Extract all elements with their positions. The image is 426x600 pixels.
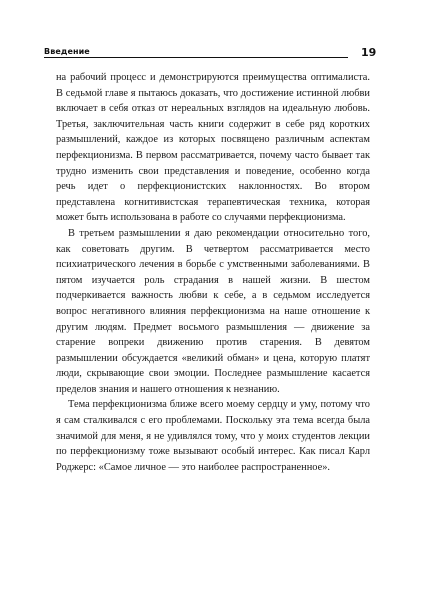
body-text [56, 70, 370, 475]
paragraph: Тема перфекционизма ближе всего моему сердцу и уму, потому что я сам сталкивался с его проблемами. Поскольку эта тема всегда была значимой для меня, я не удивлялся тому, что у моих студентов лекции по перфекционизму тоже вызывают особый интерес. Как писал Карл Роджерс: «Самое личное — это наиболее распространенное». [56, 399, 370, 473]
header-rule [44, 57, 348, 58]
paragraph: на рабочий процесс и демонстрируются преимущества оптималиста. В седьмой главе я пытаюсь доказать, что достижение истинной любви включает в себя отказ от нереальных взглядов на идеальную любовь. Третья, заключительная часть книги содержит в себе ряд коротких размышлений, каждое из которых посвящено различным аспектам перфекционизма. В первом рассматривается, почему часто бывает так трудно изменить свои представления и поведение, особенно когда речь идет о перфекционистских наклонностях. Во втором представлена когнитивистская терапевтическая техника, которая может быть использована в работе со случаями перфекционизма. [56, 72, 370, 224]
running-title: Введение [44, 47, 90, 56]
page-number: 19 [361, 46, 377, 59]
paragraph: В третьем размышлении я даю рекомендации относительно того, как советовать другим. В четвертом рассматривается место психиатрического лечения в борьбе с умственными заболеваниями. В пятом изучается роль страдания в нашей жизни. В шестом подчеркивается важность любви к себе, а в седьмом исследуется вопрос негативного влияния перфекционизма на наше отношение к другим людям. Предмет восьмого размышления — движение за старение вопреки движению против старения. В девятом размышлении обсуждается «великий обман» и цена, которую платят люди, скрывающие свои эмоции. Последнее размышление касается пределов знания и нашего отношения к незнанию. [56, 227, 370, 395]
